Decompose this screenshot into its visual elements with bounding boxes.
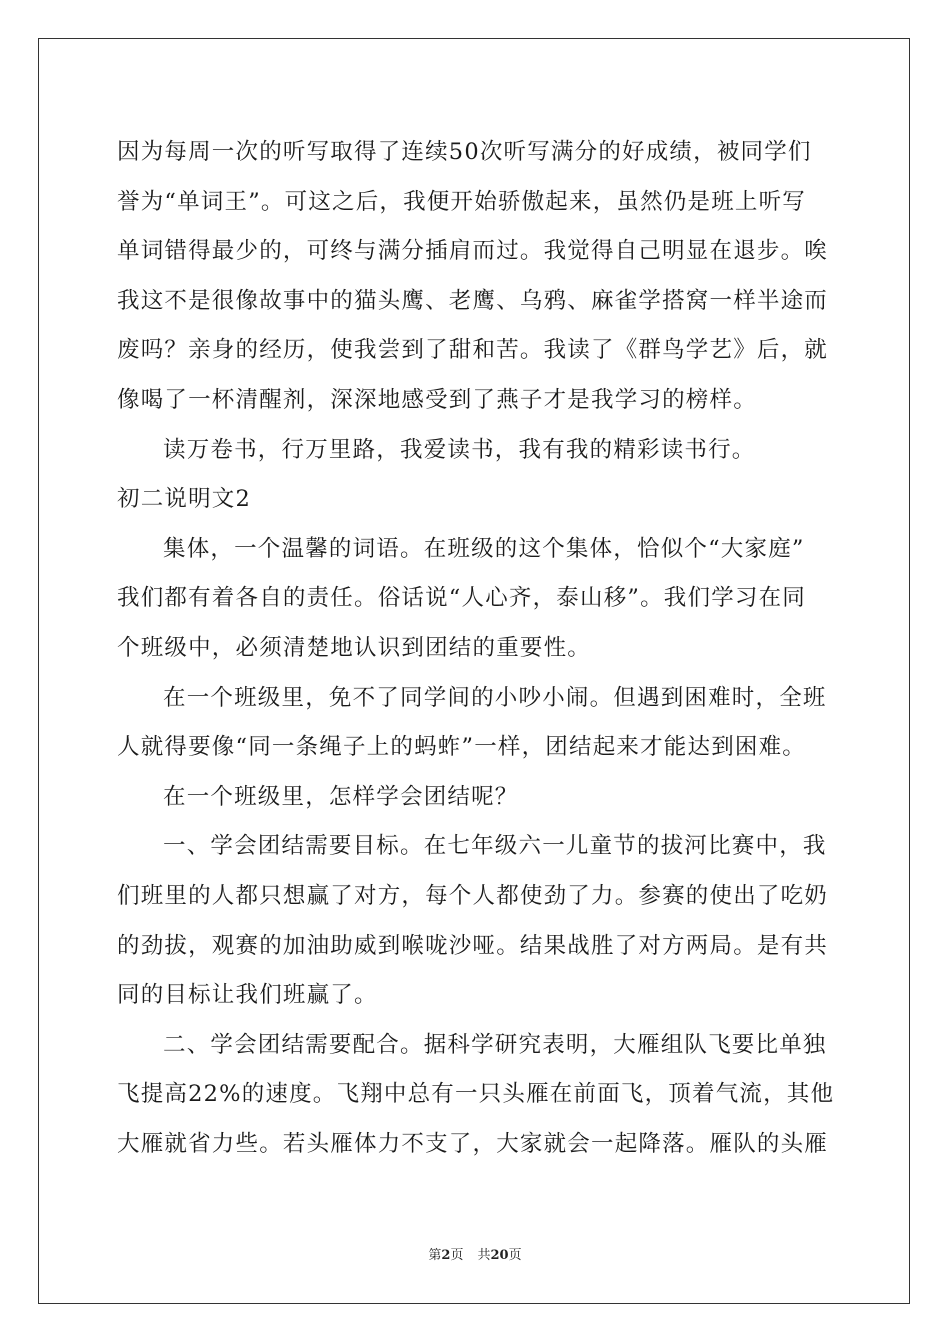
text-line: 集体，一个温馨的词语。在班级的这个集体，恰似个“大家庭” (163, 535, 805, 562)
text-line: 们班里的人都只想赢了对方，每个人都使劲了力。参赛的使出了吃奶 (117, 882, 829, 909)
text-line: 同的目标让我们班赢了。 (117, 982, 378, 1009)
text-line: 在一个班级里，免不了同学间的小吵小闹。但遇到困难时，全班 (163, 684, 827, 711)
text-line: 在一个班级里，怎样学会团结呢？ (163, 783, 519, 810)
text-line: 人就得要像“同一条绳子上的蚂蚱”一样，团结起来才能达到困难。 (117, 734, 807, 761)
total-suffix: 页 (508, 1248, 522, 1263)
text-line: 飞提高22%的速度。飞翔中总有一只头雁在前面飞，顶着气流，其他 (117, 1081, 835, 1108)
text-line: 一、学会团结需要目标。在七年级六一儿童节的拔河比赛中，我 (163, 833, 827, 860)
text-line: 因为每周一次的听写取得了连续50次听写满分的好成绩，被同学们 (117, 139, 812, 165)
text-line: 初二说明文2 (117, 486, 252, 513)
text-line: 大雁就省力些。若头雁体力不支了，大家就会一起降落。雁队的头雁 (117, 1130, 829, 1157)
text-line: 二、学会团结需要配合。据科学研究表明，大雁组队飞要比单独 (163, 1031, 827, 1058)
text-line: 像喝了一杯清醒剂，深深地感受到了燕子才是我学习的榜样。 (117, 386, 757, 413)
total-page-count: 20 (490, 1248, 509, 1263)
text-line: 的劲拔，观赛的加油助威到喉咙沙哑。结果战胜了对方两局。是有共 (117, 932, 829, 959)
page-prefix: 第 (428, 1248, 442, 1263)
text-line: 我这不是很像故事中的猫头鹰、老鹰、乌鸦、麻雀学搭窝一样半途而 (117, 287, 829, 314)
document-body (117, 128, 837, 1169)
page-suffix: 页 (450, 1248, 464, 1263)
text-line: 个班级中，必须清楚地认识到团结的重要性。 (117, 634, 592, 661)
text-line: 誉为“单词王”。可这之后，我便开始骄傲起来，虽然仍是班上听写 (117, 188, 807, 215)
text-line: 读万卷书，行万里路，我爱读书，我有我的精彩读书行。 (163, 436, 756, 463)
total-prefix: 共 (477, 1248, 491, 1263)
current-page-number: 2 (441, 1248, 451, 1263)
text-line: 废吗？亲身的经历，使我尝到了甜和苦。我读了《群鸟学艺》后，就 (117, 337, 829, 364)
text-line: 单词错得最少的，可终与满分插肩而过。我觉得自己明显在退步。唉 (117, 238, 829, 265)
page-footer (0, 1246, 950, 1266)
text-line: 我们都有着各自的责任。俗话说“人心齐，泰山移”。我们学习在同 (117, 585, 807, 612)
